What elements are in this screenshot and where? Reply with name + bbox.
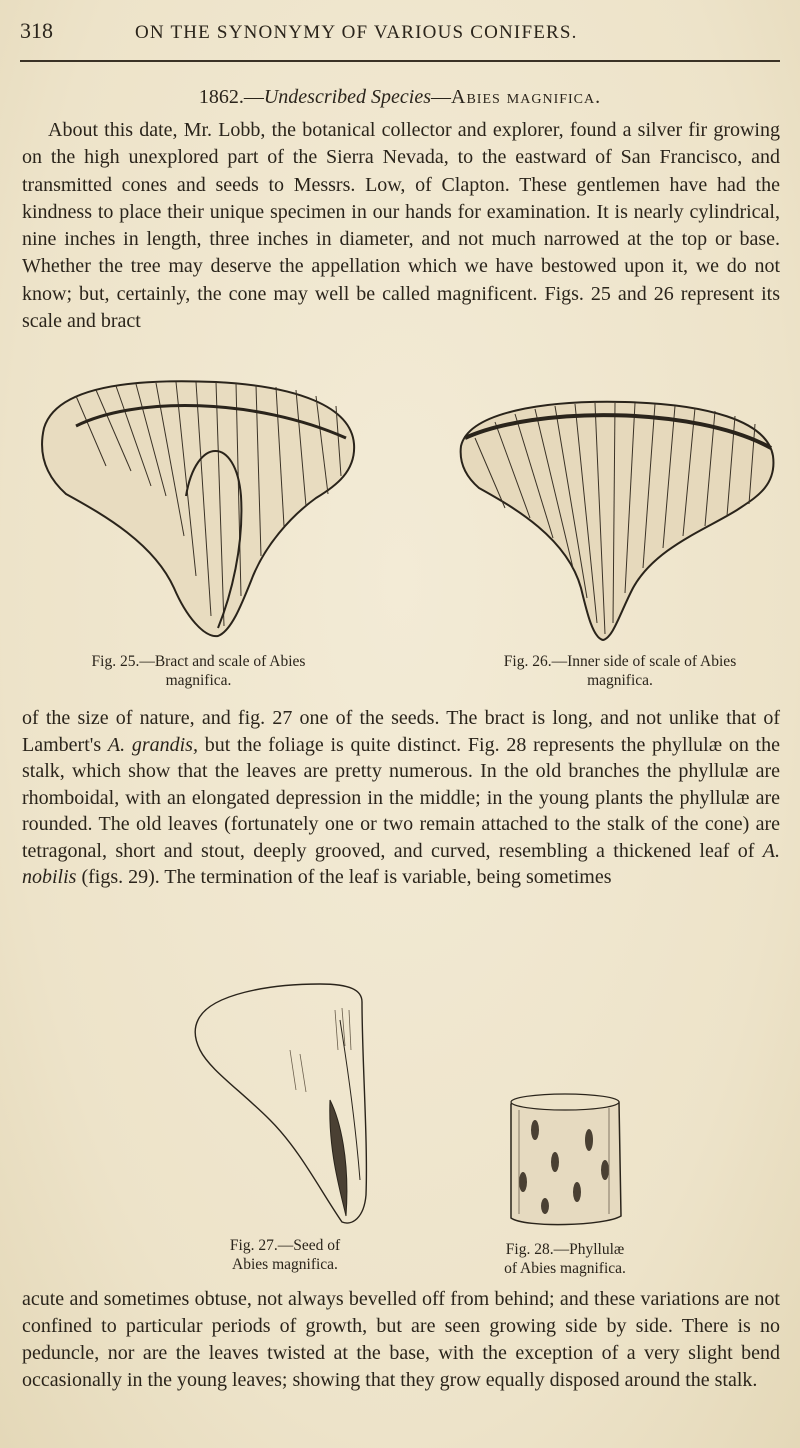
figure-27 <box>190 980 375 1230</box>
section-dash-2: — <box>431 86 452 108</box>
paragraph-2-italic-2: A. nobilis <box>22 839 780 888</box>
figure-25-caption-line1: Fig. 25.—Bract and scale of Abies <box>91 653 306 670</box>
figure-27-caption-line1: Fig. 27.—Seed of <box>229 1237 341 1254</box>
paragraph-2-part-c: (figs. 29). The termination of the leaf is variable, being sometimes <box>76 866 612 888</box>
figure-26-caption-line2: magnifica. <box>587 672 653 689</box>
species-name: Abies magnifica. <box>451 86 602 108</box>
section-dash: — <box>243 86 264 108</box>
phyllulae-illustration <box>505 1090 625 1230</box>
figure-26-caption <box>455 652 785 690</box>
figure-26-caption-line1: Fig. 26.—Inner side of scale of Abies <box>503 653 737 670</box>
paragraph-2 <box>22 705 780 891</box>
paragraph-2-italic-1: A. grandis, <box>107 733 198 756</box>
header-rule <box>20 60 780 62</box>
paragraph-3 <box>22 1286 780 1394</box>
section-subtitle: Undescribed Species <box>263 86 432 108</box>
figure-28 <box>505 1090 625 1230</box>
inner-scale-illustration <box>455 398 775 643</box>
running-title: ON THE SYNONYMY OF VARIOUS CONIFERS. <box>135 22 578 43</box>
figure-25 <box>36 376 361 641</box>
paragraph-1 <box>22 117 780 335</box>
seed-illustration <box>190 980 375 1230</box>
bract-scale-illustration <box>36 376 361 641</box>
paragraph-2-part-b: but the foliage is quite distinct. Fig. 28 represents the phyllulæ on the stalk, which show that the leaves are pretty numerous. In the old branches the phyllulæ are rhomboidal, with an elongated depression in the middle; in the young plants the phyllulæ are rounded. The old leaves (fortunately one or two remain attached to the stalk of the cone) are tetragonal, short and stout, deeply grooved, and curved, resembling a thickened leaf of <box>22 733 780 862</box>
page-number: 318 <box>20 18 53 43</box>
paragraph-2-part-a: of the size of nature, and fig. 27 one of the seeds. The bract is long, and not unlike that of Lambert's <box>22 707 780 756</box>
section-year: 1862. <box>198 86 244 108</box>
figure-28-caption-line1: Fig. 28.—Phyllulæ <box>505 1241 625 1258</box>
figure-25-caption <box>36 652 361 690</box>
section-heading <box>0 86 800 109</box>
paragraph-3-text: acute and sometimes obtuse, not always bevelled off from behind; and these variations are not confined to particular periods of growth, but are seen growing side by side. There is no peduncle, nor are the leaves twisted at the base, with the exception of a very slight bend occasionally in the young leaves; showing that they grow equally disposed around the stalk. <box>22 1288 780 1391</box>
figure-28-caption-line2: of Abies magnifica. <box>504 1260 626 1277</box>
figure-27-caption <box>195 1236 375 1274</box>
figure-26 <box>455 398 775 643</box>
paragraph-1-text: About this date, Mr. Lobb, the botanical collector and explorer, found a silver fir growing on the high unexplored part of the Sierra Nevada, to the eastward of San Francisco, and transmitted cones and seeds to Messrs. Low, of Clapton. These gentlemen have had the kindness to place their unique specimen in our hands for examination. It is nearly cylindrical, nine inches in length, three inches in diameter, and not much narrowed at the top or base. Whether the tree may deserve the appellation which we have bestowed upon it, we do not know; but, certainly, the cone may well be called magnificent. Figs. 25 and 26 represent its scale and bract <box>22 119 780 333</box>
figure-27-caption-line2: Abies magnifica. <box>232 1256 338 1273</box>
page-header <box>20 18 780 48</box>
paragraph-2-text <box>22 705 780 891</box>
figure-25-caption-line2: magnifica. <box>165 672 232 689</box>
figure-28-caption <box>465 1240 665 1278</box>
